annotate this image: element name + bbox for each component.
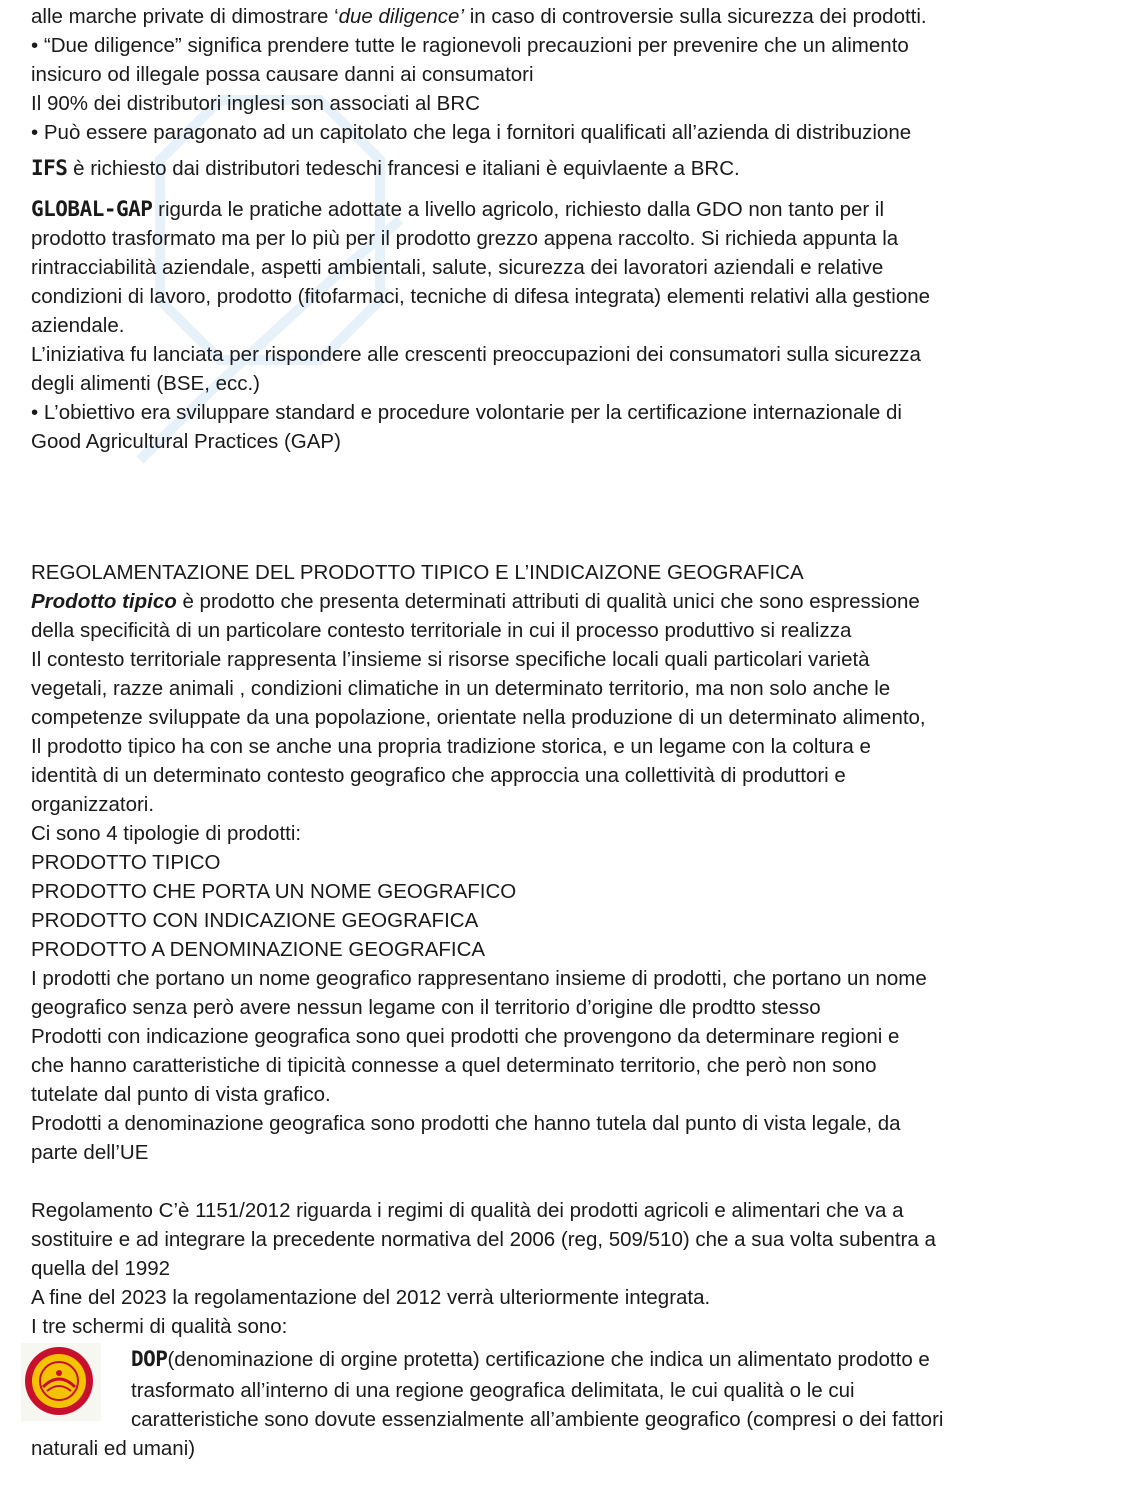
text-line: insicuro od illegale possa causare danni ai consumatori [31,63,534,86]
list-item: PRODOTTO TIPICO [31,851,221,874]
list-item: PRODOTTO CHE PORTA UN NOME GEOGRAFICO [31,880,517,903]
text-line: alle marche private di dimostrare ‘due diligence’ in caso di controversie sulla sicurezza dei prodotti. [31,5,927,28]
text-line: geografico senza però avere nessun legame con il territorio d’origine dle prodtto stesso [31,996,821,1019]
list-item: PRODOTTO CON INDICAZIONE GEOGRAFICA [31,909,479,932]
text-line: rintracciabilità aziendale, aspetti ambientali, salute, sicurezza dei lavoratori aziendali e relative [31,256,884,279]
prodotto-tipico-line: Prodotto tipico è prodotto che presenta determinati attributi di qualità unici che sono espressione [31,590,920,613]
list-item: PRODOTTO A DENOMINAZIONE GEOGRAFICA [31,938,486,961]
globalgap-paragraph: GLOBAL-GAP rigurda le pratiche adottate a livello agricolo, richiesto dalla GDO non tanto per il [31,197,885,221]
text-line: degli alimenti (BSE, ecc.) [31,372,261,395]
text-line: aziendale. [31,314,125,337]
text-line: Ci sono 4 tipologie di prodotti: [31,822,302,845]
text-line: • L’obiettivo era sviluppare standard e procedure volontarie per la certificazione internazionale di [31,401,902,424]
text-line: Good Agricultural Practices (GAP) [31,430,341,453]
section-heading: REGOLAMENTAZIONE DEL PRODOTTO TIPICO E L’INDICAIZONE GEOGRAFICA [31,561,804,584]
text-line: I prodotti che portano un nome geografico rappresentano insieme di prodotti, che portano un nome [31,967,927,990]
dop-line: DOP(denominazione di orgine protetta) certificazione che indica un alimentato prodotto e [131,1347,930,1371]
ifs-paragraph: IFS è richiesto dai distributori tedeschi francesi e italiani è equivlaente a BRC. [31,156,740,180]
text-line: L’iniziativa fu lanciata per rispondere alle crescenti preoccupazioni dei consumatori sulla sicurezza [31,343,921,366]
text-line: vegetali, razze animali , condizioni climatiche in un determinato territorio, ma non solo anche le [31,677,891,700]
text-line: identità di un determinato contesto geografico che approccia una collettività di produttori e [31,764,846,787]
text-line: parte dell’UE [31,1141,149,1164]
text-line: Prodotti a denominazione geografica sono prodotti che hanno tutela dal punto di vista legale, da [31,1112,901,1135]
text-line: • “Due diligence” significa prendere tutte le ragionevoli precauzioni per prevenire che un alimento [31,34,909,57]
ifs-label: IFS [31,156,68,180]
text-line: Regolamento C’è 1151/2012 riguarda i regimi di qualità dei prodotti agricoli e alimentari che va a [31,1199,904,1222]
text-line: Il prodotto tipico ha con se anche una propria tradizione storica, e un legame con la coltura e [31,735,871,758]
text-line: organizzatori. [31,793,155,816]
document-page [31,0,1121,1463]
text-line: • Può essere paragonato ad un capitolato che lega i fornitori qualificati all’azienda di distribuzione [31,121,912,144]
text-line: condizioni di lavoro, prodotto (fitofarmaci, tecniche di difesa integrata) elementi relativi alla gestione [31,285,931,308]
globalgap-label: GLOBAL-GAP [31,197,153,221]
text-line: tutelate dal punto di vista grafico. [31,1083,331,1106]
text-line: quella del 1992 [31,1257,171,1280]
text-line: naturali ed umani) [31,1437,196,1460]
text-line: che hanno caratteristiche di tipicità connesse a quel determinato territorio, che però non sono [31,1054,877,1077]
text-line: caratteristiche sono dovute essenzialmente all’ambiente geografico (compresi o dei fattori [131,1408,944,1431]
text-line: Il 90% dei distributori inglesi son associati al BRC [31,92,480,115]
dop-block [31,1341,1121,1463]
text-line: I tre schermi di qualità sono: [31,1315,288,1338]
text-line: prodotto trasformato ma per lo più per il prodotto grezzo appena raccolto. Si richieda appunta la [31,227,899,250]
text-line: competenze sviluppate da una popolazione, orientate nella produzione di un determinato alimento, [31,706,926,729]
text-line: Prodotti con indicazione geografica sono quei prodotti che provengono da determinare regioni e [31,1025,900,1048]
dop-label: DOP [131,1347,168,1371]
text-line: A fine del 2023 la regolamentazione del 2012 verrà ulteriormente integrata. [31,1286,711,1309]
term-prodotto-tipico: Prodotto tipico [31,590,177,613]
text-line: Il contesto territoriale rappresenta l’insieme si risorse specifiche locali quali particolari varietà [31,648,870,671]
text-line: sostituire e ad integrare la precedente normativa del 2006 (reg, 509/510) che a sua volta subentra a [31,1228,936,1251]
dop-seal-icon [21,1343,101,1421]
text-line: della specificità di un particolare contesto territoriale in cui il processo produttivo si realizza [31,619,852,642]
text-line: trasformato all’interno di una regione geografica delimitata, le cui qualità o le cui [131,1379,855,1402]
